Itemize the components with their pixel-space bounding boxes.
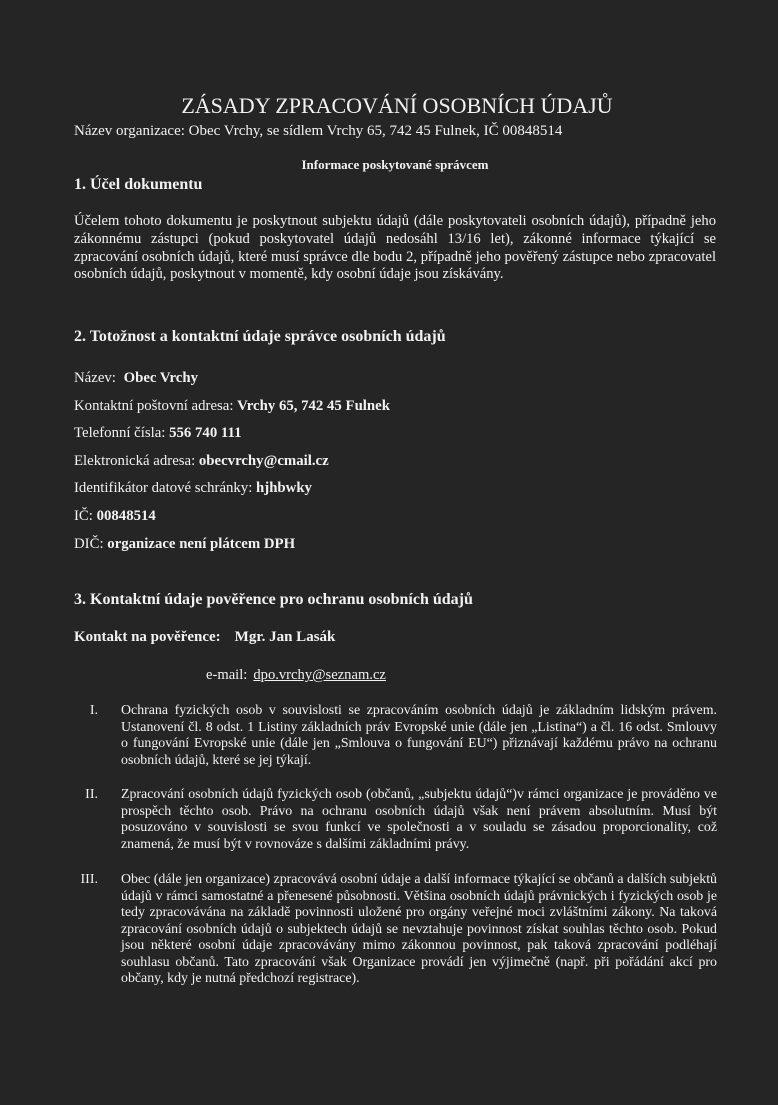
field-label: IČ: <box>74 508 97 524</box>
field-value: hjhbwky <box>256 480 312 496</box>
field-email <box>74 452 329 470</box>
item-number: III. <box>80 872 98 887</box>
dpo-email-label: e-mail: <box>206 667 248 683</box>
field-label: Telefonní čísla: <box>74 425 170 441</box>
field-label: Elektronická adresa: <box>74 453 199 469</box>
section-1-heading: 1. Účel dokumentu <box>74 176 203 193</box>
field-ico <box>74 507 156 525</box>
dpo-contact <box>74 628 335 646</box>
field-value: Obec Vrchy <box>123 370 198 386</box>
dpo-email-row <box>206 666 386 684</box>
field-label: Kontaktní poštovní adresa: <box>74 398 238 414</box>
field-name <box>74 369 198 387</box>
dpo-email-link[interactable]: dpo.vrchy@seznam.cz <box>253 667 386 683</box>
organization-line: Název organizace: Obec Vrchy, se sídlem Vrchy 65, 742 45 Fulnek, IČ 00848514 <box>74 123 563 139</box>
subtitle: Informace poskytované správcem <box>301 157 489 172</box>
field-phone <box>74 424 241 442</box>
section-2-heading: 2. Totožnost a kontaktní údaje správce osobních údajů <box>74 328 446 345</box>
field-value: Vrchy 65, 742 45 Fulnek <box>237 398 390 414</box>
field-postal-address <box>74 397 390 415</box>
field-label: Identifikátor datové schránky: <box>74 480 257 496</box>
item-number: II. <box>85 787 98 802</box>
item-text: Ochrana fyzických osob v souvislosti se zpracováním osobních údajů je základním lidským právem. Ustanovení čl. 8 odst. 1 Listiny základních práv Evropské unie (dále jen „Listina“) a čl. 16 odst. Smlouvy o fungování Evropské unie (dále jen „Smlouva o fungování EU“) přiznávají každému právo na ochranu osobních údajů, které se jej týkají. <box>121 703 717 768</box>
field-value: obecvrchy@cmail.cz <box>198 453 329 469</box>
field-data-box <box>74 479 312 497</box>
item-number: I. <box>89 703 98 718</box>
section-3-heading: 3. Kontaktní údaje pověřence pro ochranu osobních údajů <box>74 591 473 608</box>
item-text: Obec (dále jen organizace) zpracovává osobní údaje a další informace týkající se občanů a dalších subjektů údajů v rámci samostatné a přenesené působnosti. Většina osobních údajů právnických i fyzických osob je tedy zpracovávána na základě povinnosti uložené pro orgány veřejné moci zvláštními zákony. Na taková zpracování osobních údajů o subjektech údajů se nevztahuje povinnost získat souhlas těchto osob. Pokud jsou některé osobní údaje zpracovávány mimo zákonnou povinnost, pak taková zpracování podléhají souhlasu občanů. Tato zpracování však Organizace provádí jen výjimečně (např. při pořádání akcí pro občany, kdy je nutná předchozí registrace). <box>121 872 717 986</box>
field-label: DIČ: <box>74 536 108 552</box>
document-title: ZÁSADY ZPRACOVÁNÍ OSOBNÍCH ÚDAJŮ <box>181 93 613 118</box>
field-value: organizace není plátcem DPH <box>107 536 296 552</box>
field-value: 556 740 111 <box>169 425 242 441</box>
field-value: 00848514 <box>96 508 156 524</box>
dpo-name: Mgr. Jan Lasák <box>234 629 336 645</box>
field-dic <box>74 535 295 553</box>
item-text: Zpracování osobních údajů fyzických osob (občanů, „subjektu údajů“)v rámci organizace je prováděno ve prospěch těchto osob. Právo na ochranu osobních údajů však není právem absolutním. Musí být posuzováno v souvislosti se svou funkcí ve společnosti a v souladu se zásadou proporcionality, což znamená, že musí být v rovnováze s dalšími základními právy. <box>121 787 717 852</box>
field-label: Název: <box>74 370 120 386</box>
section-1-text: Účelem tohoto dokumentu je poskytnout subjektu údajů (dále poskytovateli osobních údajů), případně jeho zákonnému zástupci (pokud poskytovatel údajů nedosáhl 13/16 let), zákonné informace týkající se zpracování osobních údajů, které musí správce dle bodu 2, případně jeho pověřený zástupce nebo zpracovatel osobních údajů, poskytnout v momentě, kdy osobní údaje jsou získávány. <box>74 213 716 283</box>
dpo-contact-label: Kontakt na pověřence: <box>74 629 221 645</box>
